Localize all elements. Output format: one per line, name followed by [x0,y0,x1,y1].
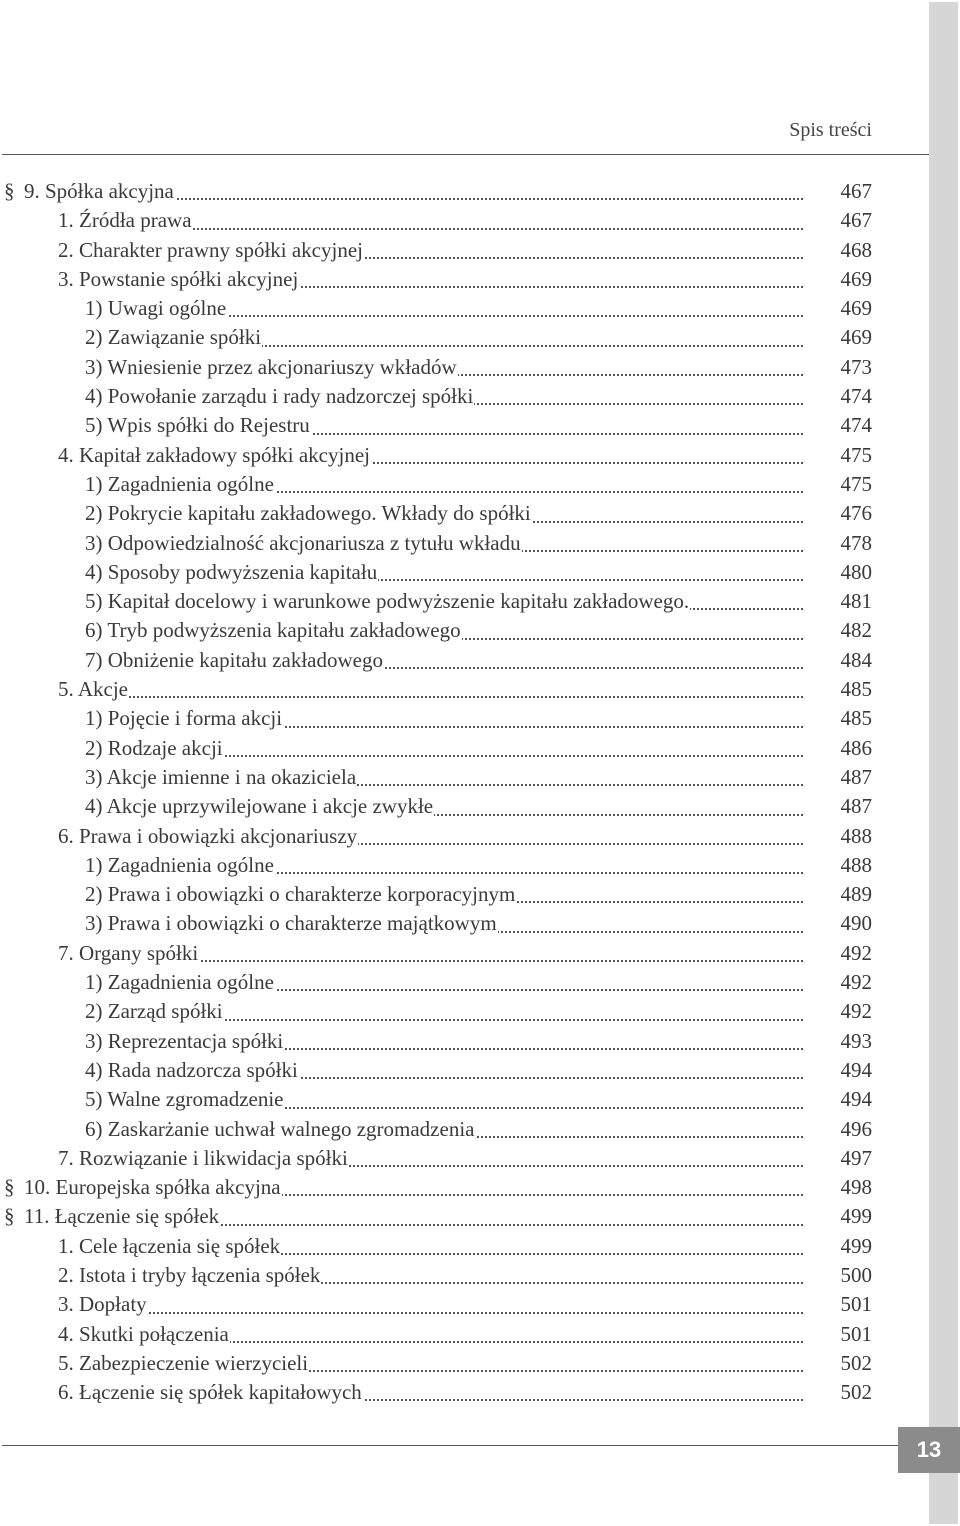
toc-entry-title-wrap [85,792,803,821]
toc-entry-title-wrap [85,529,803,558]
toc-entry-title: 4) Akcje uprzywilejowane i akcje zwykłe [85,794,434,819]
toc-entry-title: 1) Uwagi ogólne [85,296,227,321]
toc-entry-title: 7. Rozwiązanie i likwidacja spółki [58,1145,348,1170]
section-mark: § [4,1204,15,1229]
toc-entry-title: 5. Akcje [58,677,128,702]
toc-page-number: 502 [840,1350,872,1375]
toc-entry-title-wrap [85,558,803,587]
toc-page-number: 473 [840,354,872,379]
running-header: Spis treści [789,119,872,141]
toc-entry-title-wrap [85,353,803,382]
toc-entry-title: 1) Pojęcie i forma akcji [85,706,283,731]
toc-entry-title: 5) Kapitał docelowy i warunkowe podwyższenie kapitału zakładowego. [85,589,690,614]
toc-entry [0,1115,929,1144]
toc-entry-title: 1) Zagadnienia ogólne [85,970,274,995]
toc-entry [0,997,929,1026]
toc-entry-title: 9. Spółka akcyjna [24,179,174,203]
toc-entry-title-wrap [85,763,803,792]
toc-entry-title: 6. Łączenie się spółek kapitałowych [58,1380,362,1405]
toc-entry [0,294,929,323]
toc-entry [0,236,929,265]
toc-page-number: 496 [840,1116,872,1141]
toc-entry-title: 3) Reprezentacja spółki [85,1028,284,1053]
toc-page-number: 486 [840,735,872,760]
toc-page-number: 494 [840,1087,872,1112]
toc-entry-title-wrap [58,675,803,704]
toc-entry-title: 2) Prawa i obowiązki o charakterze korporacyjnym [85,882,516,907]
toc-entry-title: 4. Skutki połączenia [58,1321,229,1346]
toc-entry-title-wrap [24,1173,803,1202]
toc-page-number: 485 [840,706,872,731]
toc-entry-title-wrap [85,734,803,763]
toc-entry-title: 6) Zaskarżanie uchwał walnego zgromadzenia [85,1116,475,1141]
toc-page-number: 489 [840,882,872,907]
toc-entry-title-wrap [85,851,803,880]
toc-entry-title: 6) Tryb podwyższenia kapitału zakładowego [85,618,461,643]
toc-entry-title: 2) Pokrycie kapitału zakładowego. Wkłady do spółki [85,501,531,526]
toc-entry-title-wrap [85,909,803,938]
toc-entry-title: 2) Zarząd spółki [85,999,223,1024]
toc-page-number: 494 [840,1057,872,1082]
toc-entry [0,1320,929,1349]
table-of-contents [0,177,929,1407]
toc-page-number: 467 [840,179,872,203]
toc-entry-title-wrap [58,1232,803,1261]
toc-entry-title: 10. Europejska spółka akcyjna [24,1175,281,1200]
toc-entry [0,1173,929,1202]
toc-entry-title-wrap [85,616,803,645]
toc-page-number: 480 [840,559,872,584]
section-mark: § [4,1175,15,1200]
toc-entry [0,1144,929,1173]
toc-entry-title: 5. Zabezpieczenie wierzycieli [58,1350,309,1375]
toc-entry-title: 7. Organy spółki [58,940,199,965]
toc-entry-title-wrap [58,265,803,294]
toc-entry-title-wrap [85,587,803,616]
toc-entry-title-wrap [85,704,803,733]
toc-entry-title-wrap [85,323,803,352]
toc-entry-title-wrap [58,822,803,851]
toc-entry-title-wrap [58,1144,803,1173]
toc-entry [0,851,929,880]
toc-entry-title-wrap [24,177,803,206]
toc-entry [0,441,929,470]
toc-entry-title-wrap [85,470,803,499]
toc-entry-title: 2. Istota i tryby łączenia spółek [58,1262,321,1287]
toc-entry-title-wrap [58,1349,803,1378]
toc-entry-title-wrap [85,499,803,528]
toc-entry-title: 3. Powstanie spółki akcyjnej [58,266,299,291]
toc-entry [0,499,929,528]
toc-entry [0,587,929,616]
toc-page-number: 492 [840,999,872,1024]
toc-entry-title-wrap [85,294,803,323]
toc-entry-title-wrap [24,1202,803,1231]
toc-page-number: 468 [840,237,872,262]
dot-leader [58,696,803,698]
toc-page-number: 492 [840,970,872,995]
toc-page-number: 492 [840,940,872,965]
toc-entry [0,792,929,821]
toc-entry [0,353,929,382]
toc-page-number: 488 [840,852,872,877]
toc-entry-title: 5) Walne zgromadzenie [85,1087,284,1112]
toc-entry [0,1027,929,1056]
toc-entry-title: 1) Zagadnienia ogólne [85,852,274,877]
toc-entry [0,382,929,411]
toc-entry [0,1349,929,1378]
toc-page-number: 476 [840,501,872,526]
page-edge-strip [929,2,958,1524]
toc-entry [0,646,929,675]
toc-entry [0,1261,929,1290]
toc-entry-title: 2) Rodzaje akcji [85,735,223,760]
toc-entry-title-wrap [85,1027,803,1056]
toc-page-number: 501 [840,1292,872,1317]
toc-entry [0,1056,929,1085]
toc-entry [0,616,929,645]
header-rule [2,154,929,155]
toc-entry-title-wrap [58,1320,803,1349]
toc-entry [0,880,929,909]
toc-entry-title: 4) Powołanie zarządu i rady nadzorczej spółki [85,384,474,409]
toc-entry-title-wrap [85,968,803,997]
toc-entry-title-wrap [85,880,803,909]
toc-entry-title: 3) Odpowiedzialność akcjonariusza z tytułu wkładu [85,530,521,555]
toc-page-number: 485 [840,677,872,702]
toc-page-number: 488 [840,823,872,848]
toc-entry-title: 3) Prawa i obowiązki o charakterze majątkowym [85,911,497,936]
toc-entry-title: 3) Akcje imienne i na okaziciela [85,764,357,789]
toc-entry [0,1202,929,1231]
toc-entry [0,265,929,294]
toc-entry-title: 3. Dopłaty [58,1292,147,1317]
toc-entry-title-wrap [58,1378,803,1407]
toc-entry [0,1378,929,1407]
toc-entry-title: 2) Zawiązanie spółki [85,325,262,350]
toc-page-number: 474 [840,413,872,438]
toc-entry-title: 6. Prawa i obowiązki akcjonariuszy [58,823,358,848]
toc-page-number: 469 [840,296,872,321]
toc-entry [0,529,929,558]
toc-entry [0,177,929,206]
toc-entry-title: 1. Źródła prawa [58,208,192,233]
toc-page-number: 475 [840,442,872,467]
toc-page-number: 497 [840,1145,872,1170]
toc-page-number: 501 [840,1321,872,1346]
toc-entry-title: 1) Zagadnienia ogólne [85,471,274,496]
toc-page-number: 487 [840,764,872,789]
toc-page-number: 469 [840,325,872,350]
toc-page-number: 474 [840,384,872,409]
toc-entry [0,558,929,587]
footer-rule [2,1445,927,1446]
toc-entry [0,323,929,352]
toc-entry [0,822,929,851]
toc-page-number: 493 [840,1028,872,1053]
toc-entry-title-wrap [85,1115,803,1144]
toc-entry-title: 4) Sposoby podwyższenia kapitału [85,559,378,584]
toc-entry [0,675,929,704]
toc-entry-title: 11. Łączenie się spółek [24,1204,220,1229]
toc-entry-title: 3) Wniesienie przez akcjonariuszy wkładów [85,354,457,379]
toc-page-number: 490 [840,911,872,936]
toc-entry [0,1232,929,1261]
toc-entry [0,1290,929,1319]
toc-entry [0,470,929,499]
toc-entry [0,411,929,440]
toc-page-number: 475 [840,471,872,496]
toc-entry [0,704,929,733]
section-mark: § [4,179,15,203]
toc-entry [0,909,929,938]
toc-entry [0,734,929,763]
toc-page-number: 469 [840,266,872,291]
toc-entry-title-wrap [58,939,803,968]
toc-page-number: 487 [840,794,872,819]
toc-page-number: 482 [840,618,872,643]
toc-page-number: 500 [840,1262,872,1287]
toc-entry-title-wrap [58,236,803,265]
toc-page-number: 478 [840,530,872,555]
toc-page-number: 484 [840,647,872,672]
toc-entry-title: 4) Rada nadzorcza spółki [85,1057,298,1082]
toc-entry-title-wrap [58,441,803,470]
toc-page-number: 467 [840,208,872,233]
toc-entry-title: 1. Cele łączenia się spółek [58,1233,281,1258]
dot-leader [58,1312,803,1314]
toc-entry-title-wrap [85,382,803,411]
toc-page-number: 498 [840,1175,872,1200]
toc-entry [0,968,929,997]
toc-page-number: 499 [840,1233,872,1258]
toc-entry-title: 2. Charakter prawny spółki akcyjnej [58,237,363,262]
toc-entry-title: 4. Kapitał zakładowy spółki akcyjnej [58,442,370,467]
toc-entry-title-wrap [58,1290,803,1319]
toc-entry-title-wrap [58,1261,803,1290]
toc-entry-title: 7) Obniżenie kapitału zakładowego [85,647,383,672]
toc-entry-title-wrap [85,1085,803,1114]
toc-entry [0,1085,929,1114]
toc-entry-title-wrap [85,646,803,675]
toc-page-number: 502 [840,1380,872,1405]
toc-entry-title-wrap [85,411,803,440]
toc-entry-title-wrap [85,1056,803,1085]
page-number-badge: 13 [898,1427,960,1473]
toc-entry-title-wrap [58,206,803,235]
toc-entry-title: 5) Wpis spółki do Rejestru [85,413,310,438]
toc-entry-title-wrap [85,997,803,1026]
toc-page-number: 481 [840,589,872,614]
toc-entry [0,763,929,792]
toc-entry [0,939,929,968]
toc-page-number: 499 [840,1204,872,1229]
toc-entry [0,206,929,235]
